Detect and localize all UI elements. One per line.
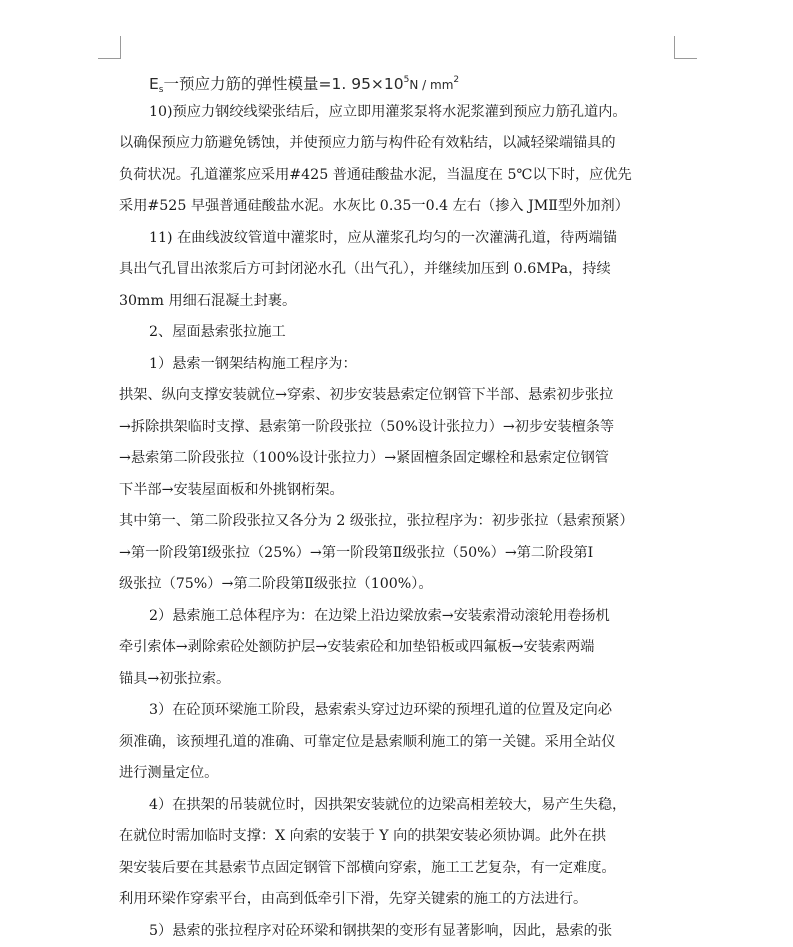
text-line: 牵引索体→剥除索砼处额防护层→安装索砼和加垫铅板或四氟板→安装索两端 bbox=[119, 632, 674, 664]
text-line: 负荷状况。孔道灌浆应采用#425 普通硅酸盐水泥，当温度在 5℃以下时，应优先 bbox=[119, 160, 674, 192]
text-line: 架安装后要在其悬索节点固定钢管下部横向穿索，施工工艺复杂，有一定难度。 bbox=[119, 853, 674, 885]
text-line: →拆除拱架临时支撑、悬索第一阶段张拉（50%设计张拉力）→初步安装檀条等 bbox=[119, 412, 674, 444]
paragraph-lines bbox=[119, 97, 674, 947]
formula-description: 一预应力筋的弹性模量=1. 95×10 bbox=[164, 75, 404, 93]
formula-unit-base: mm bbox=[430, 78, 453, 92]
text-line: 5）悬索的张拉程序对砼环梁和钢拱架的变形有显著影响，因此，悬索的张 bbox=[119, 916, 674, 947]
text-line: 4）在拱架的吊装就位时，因拱架安装就位的边梁高相差较大，易产生失稳， bbox=[119, 790, 674, 822]
text-line: 须准确，该预埋孔道的准确、可靠定位是悬索顺利施工的第一关键。采用全站仪 bbox=[119, 727, 674, 759]
text-line: 11) 在曲线波纹管道中灌浆时，应从灌浆孔均匀的一次灌满孔道，待两端锚 bbox=[119, 223, 674, 255]
text-line: 10)预应力钢绞线梁张结后，应立即用灌浆泵将水泥浆灌到预应力筋孔道内。 bbox=[119, 97, 674, 129]
text-line: →第一阶段第Ⅰ级张拉（25%）→第一阶段第Ⅱ级张拉（50%）→第二阶段第Ⅰ bbox=[119, 538, 674, 570]
text-line: 30mm 用细石混凝土封裹。 bbox=[119, 286, 674, 318]
text-line: →悬索第二阶段张拉（100%设计张拉力）→紧固檀条固定螺栓和悬索定位钢管 bbox=[119, 443, 674, 475]
text-line: 具出气孔冒出浓浆后方可封闭泌水孔（出气孔），并继续加压到 0.6MPa，持续 bbox=[119, 254, 674, 286]
text-line: 级张拉（75%）→第二阶段第Ⅱ级张拉（100%）。 bbox=[119, 569, 674, 601]
formula-exponent: 5 bbox=[404, 75, 410, 85]
text-line: 采用#525 早强普通硅酸盐水泥。水灰比 0.35一0.4 左右（掺入 JMⅡ型外加剂） bbox=[119, 191, 674, 223]
document-body[interactable] bbox=[119, 65, 674, 947]
text-line: 3）在砼顶环梁施工阶段，悬索索头穿过边环梁的预埋孔道的位置及定向必 bbox=[119, 695, 674, 727]
formula-subscript: s bbox=[159, 85, 164, 95]
formula-line bbox=[119, 65, 674, 97]
text-line: 2、屋面悬索张拉施工 bbox=[119, 317, 674, 349]
text-line: 其中第一、第二阶段张拉又各分为 2 级张拉，张拉程序为：初步张拉（悬索预紧） bbox=[119, 506, 674, 538]
text-line: 1）悬索一钢架结构施工程序为： bbox=[119, 349, 674, 381]
formula-unit-exponent: 2 bbox=[453, 75, 459, 85]
text-line: 进行测量定位。 bbox=[119, 758, 674, 790]
text-line: 拱架、纵向支撑安装就位→穿索、初步安装悬索定位钢管下半部、悬索初步张拉 bbox=[119, 380, 674, 412]
text-line: 以确保预应力筋避免锈蚀，并使预应力筋与构件砼有效粘结，以减轻梁端锚具的 bbox=[119, 128, 674, 160]
formula-symbol: E bbox=[149, 75, 159, 93]
text-line: 利用环梁作穿索平台，由高到低牵引下滑，先穿关键索的施工的方法进行。 bbox=[119, 884, 674, 916]
text-line: 下半部→安装屋面板和外挑钢桁架。 bbox=[119, 475, 674, 507]
page-corner-mark-top-left bbox=[98, 36, 121, 59]
text-line: 在就位时需加临时支撑：X 向索的安装于 Y 向的拱架安装必须协调。此外在拱 bbox=[119, 821, 674, 853]
page-corner-mark-top-right bbox=[674, 36, 697, 59]
text-line: 2）悬索施工总体程序为：在边梁上沿边梁放索→安装索滑动滚轮用卷扬机 bbox=[119, 601, 674, 633]
text-line: 锚具→初张拉索。 bbox=[119, 664, 674, 696]
formula-unit-prefix: N / bbox=[409, 78, 430, 92]
